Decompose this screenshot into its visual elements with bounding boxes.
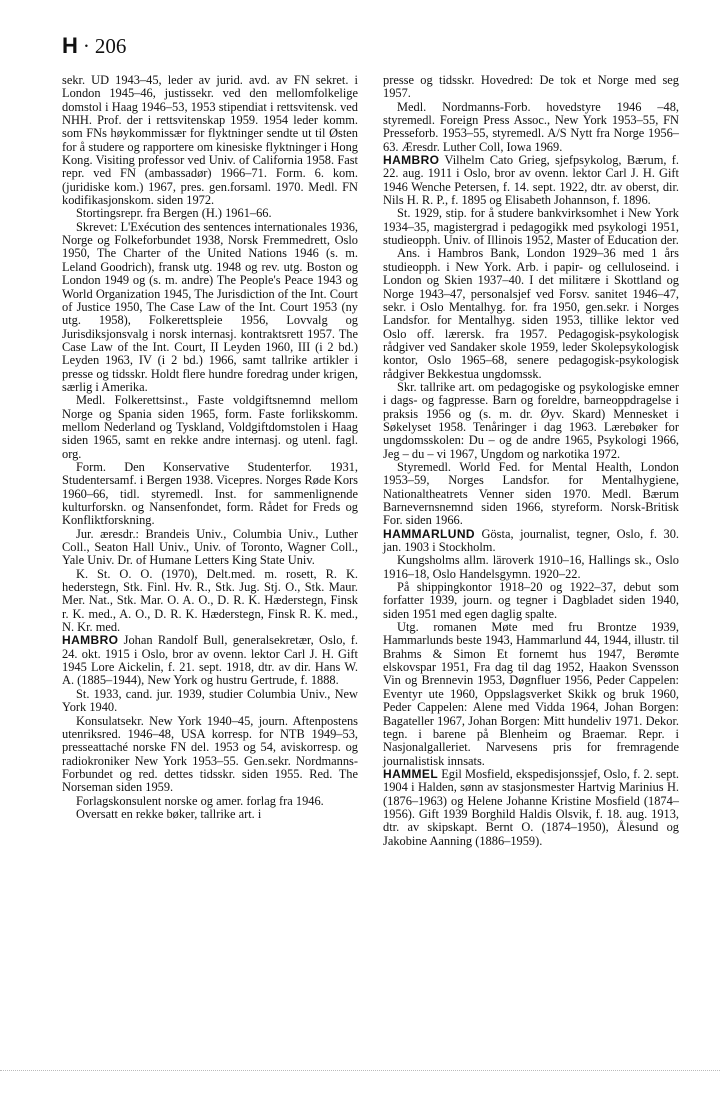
paragraph: St. 1933, cand. jur. 1939, studier Columbia Univ., New York 1940. [62, 686, 358, 715]
entry-text: Gösta, journalist, tegner, Oslo, f. 30. jan. 1903 i Stockholm. [383, 526, 679, 555]
paragraph: Stortingsrepr. fra Bergen (H.) 1961–66. [76, 206, 272, 221]
section-letter: H [62, 33, 78, 58]
paragraph: Kungsholms allm. läroverk 1910–16, Hallings sk., Oslo 1916–18, Oslo Handelsgymn. 1920–22. [383, 553, 679, 581]
continued-paragraph: sekr. UD 1943–45, leder av jurid. avd. av FN sekret. i London 1945–46, justissekr. ved den mellomfolkelige domstol i Haag 1946–53, 1953 stipendiat i rettsvitensk. ved NHH. Prof. der i rettsvitenskap 1959. 1954 leder komm. som FNs høykommissær for flyktninger sendte ut til Østen for å studere og rapportere om kinesiske flyktninger i Hong Kong. Visiting professor ved Univ. of California 1958. Fast repr. ved FN (ambassadør) 1966–71. Form. 6. kom. (juridiske kom.) 1967, pres. gen.forsaml. 1970. Medl. FN kodifikasjonskom. siden 1972. [62, 73, 358, 208]
right-column [383, 74, 679, 848]
paragraph: Form. Den Konservative Studenterfor. 1931, Studentersamf. i Bergen 1938. Vicepres. Norges Røde Kors 1960–66, tidl. styremedl. Inst. for sammenlignende kulturforskn. og Nansenfondet, form. Rådet for Freds og Konfliktforskning. [62, 459, 358, 528]
left-column [62, 74, 358, 821]
paragraph: K. St. O. O. (1970), Delt.med. m. rosett, R. K. hederstegn, Stk. Finl. Hv. R., Stk. Jug. Stj. O., Stk. Maur. Mer. Nat., Stk. Mar. O. A. O., D. R. K. Hæderstegn, Finsk r. K. med., A. O., D. R. K. Hæderstegn, Finsk R. K. med., N. Kr. med. [62, 566, 358, 635]
paragraph: St. 1929, stip. for å studere bankvirksomhet i New York 1934–35, magistergrad i pedagogikk med psykologi 1951, studieopph. Univ. of Illinois 1952, Master of Education der. [383, 206, 679, 248]
paragraph: Konsulatsekr. New York 1940–45, journ. Aftenpostens utenriksred. 1946–48, USA korresp. for NTB 1949–53, presseattaché norske FN del. 1953 og 54, aviskorresp. og radiokroniker New York 1953–55. Gen.sekr. Nordmanns-Forbundet og red. dettes tidsskr. siden 1955. Red. The Norseman siden 1959. [62, 713, 358, 795]
paragraph: Jur. æresdr.: Brandeis Univ., Columbia Univ., Luther Coll., Seaton Hall Univ., Univ. of Toronto, Wagner Coll., Yale Univ. Dr. of Humane Letters King State Univ. [62, 526, 358, 568]
paragraph: Oversatt en rekke bøker, tallrike art. i [76, 806, 262, 821]
paragraph: Skrevet: L'Exécution des sentences internationales 1936, Norge og Folkeforbundet 1938, Norsk Fremmedrett, Oslo 1950, The Charter of the United Nations 1946 (s. m. Leland Goodrich), fransk utg. 1948 og rev. utg. Boston og London 1949 og (s. m. andre) The People's Peace 1943 og World Organization 1945, The Jurisdiction of the Int. Court of Justice 1950, The Case Law of the Int. Court 1953 (ny utg. 1958), Folkerettspleie 1956, Lovvalg og Jurisdiksjonsvalg i norsk internasj. kontraktsrett 1957. The Case Law of the Int. Court, II Leyden 1960, III (i 2 bd.) Leyden 1963, IV (i 2 bd.) 1966, samt tallrike artikler i presse og tidsskr. Holdt flere hundre foredrag under krigen, særlig i Amerika. [62, 219, 358, 394]
paragraph: På shippingkontor 1918–20 og 1922–37, debut som forfatter 1939, journ. og tegner i Dagbladet siden 1940, siden 1951 med egen daglig spalte. [383, 580, 679, 621]
paragraph: Utg. romanen Møte med fru Brontze 1939, Hammarlunds beste 1943, Hammarlund 44, 1944, illustr. til Brahms & Simon Et fornemt hus 1947, Berømte elskovspar 1951, Fra dag til dag 1952, Haakon Svensson Vin og Brennevin 1953, Døgnfluer 1956, Peder Cappelen: Eventyr ute 1960, Oppslagsverket Skikk og bruk 1960, Peder Cappelen: Alene med Vidda 1964, Johan Borgen: Bagateller 1967, Johan Borgen: Mitt hundeliv 1971. Dekor. tegn. i barene på Blenheim og Braemar. Repr. i Nasjonalgalleriet. Narvesens pris for fremragende journalistisk innsats. [383, 620, 679, 768]
biography-entry [383, 768, 679, 848]
paragraph: Styremedl. World Fed. for Mental Health, London 1953–59, Norges Landsfor. for Mentalhygiene, Nationaltheatrets Venner siden 1970. Medl. Bærum Barnevernsnemnd siden 1966, styreform. Norsk-Britisk For. siden 1966. [383, 459, 679, 528]
entry-headword: HAMBRO [383, 153, 440, 168]
biography-entry [62, 634, 358, 687]
entry-text: Egil Mosfield, ekspedisjonssjef, Oslo, f. 2. sept. 1904 i Halden, sønn av stasjonsmester Hartvig Marinius H. (1876–1963) og Helene Johanne Kristine Mosfield (1874–1956). Gift 1939 Borghild Haldis Olsvik, f. 18. aug. 1913, dtr. av skipskapt. Bernt O. (1874–1950), Ålesund og Jakobine Aanning (1886–1959). [383, 766, 679, 848]
page-number: 206 [94, 34, 127, 58]
paragraph: Ans. i Hambros Bank, London 1929–36 med 1 års studieopph. i New York. Arb. i papir- og celluloseind. i London og Skien 1937–40. I det militære i Skottland og Norge 1943–47, personalsjef ved Forsv. sanitet 1946–47, sekr. i Oslo Mentalhyg. for. fra 1950, gen.sekr. i Norges Landsfor. for Mentalhyg. siden 1953, tillike lektor ved Oslo off. lærersk. fra 1957. Pedagogisk-psykologisk rådgiver ved Sandaker skole 1959, leder Skolepsykologisk kontor, Oslo 1965–68, senere pedagogisk-psykologisk rådgiver Bekkestua ungdomssk. [383, 246, 679, 381]
entry-text: Johan Randolf Bull, generalsekretær, Oslo, f. 24. okt. 1915 i Oslo, bror av ovenn. lektor Carl J. H. Gift 1945 Lore Aickelin, f. 21. sept. 1918, dtr. av dir. Hans W. A. (1885–1944), New York og hustru Gertrude, f. 1888. [62, 633, 358, 688]
biography-entry [383, 528, 679, 555]
paragraph: Forlagskonsulent norske og amer. forlag fra 1946. [76, 793, 324, 808]
page-header [62, 34, 126, 58]
continued-paragraph: presse og tidsskr. Hovedred: De tok et Norge med seg 1957. [383, 73, 679, 101]
entry-headword: HAMMEL [383, 766, 439, 781]
biography-entry [383, 154, 679, 207]
entry-headword: HAMMARLUND [383, 526, 475, 541]
entry-text: Vilhelm Cato Grieg, sjefpsykolog, Bærum, f. 22. aug. 1911 i Oslo, bror av ovenn. lektor Carl J. H. Gift 1946 Wenche Petersen, f. 14. sept. 1922, dtr. av oberst, dir. Nils H. R. P., f. 1895 og Elisabeth Johannson, f. 1896. [383, 153, 679, 208]
entry-headword: HAMBRO [62, 633, 119, 648]
footer-dotted-rule [0, 1070, 720, 1071]
paragraph: Skr. tallrike art. om pedagogiske og psykologiske emner i dags- og fagpresse. Barn og foreldre, barneoppdragelse i praksis 1956 og (s. m. dr. Øyv. Skard) Mennesket i Søkelyset 1958. Tenåringer i dag 1963. Lærebøker for ungdomsskolen: Du – og de andre 1965, Psykologi 1966, Jeg – du – vi 1967, Ungdom og narkotika 1972. [383, 379, 679, 461]
header-separator: · [82, 34, 90, 58]
paragraph: Medl. Nordmanns-Forb. hovedstyre 1946 –48, styremedl. Foreign Press Assoc., New York 1953–55, FN Presseforb. 1953–55, styremedl. A/S Nytt fra Norge 1956–63. Æresdr. Luther Coll, Iowa 1969. [383, 99, 679, 154]
paragraph: Medl. Folkerettsinst., Faste voldgiftsnemnd mellom Norge og Spania siden 1965, form. Faste forlikskomm. mellom Nederland og Tyskland, Voldgiftdomstolen i Haag siden 1965, samt en rekke andre internasj. og utenl. fagl. org. [62, 393, 358, 461]
